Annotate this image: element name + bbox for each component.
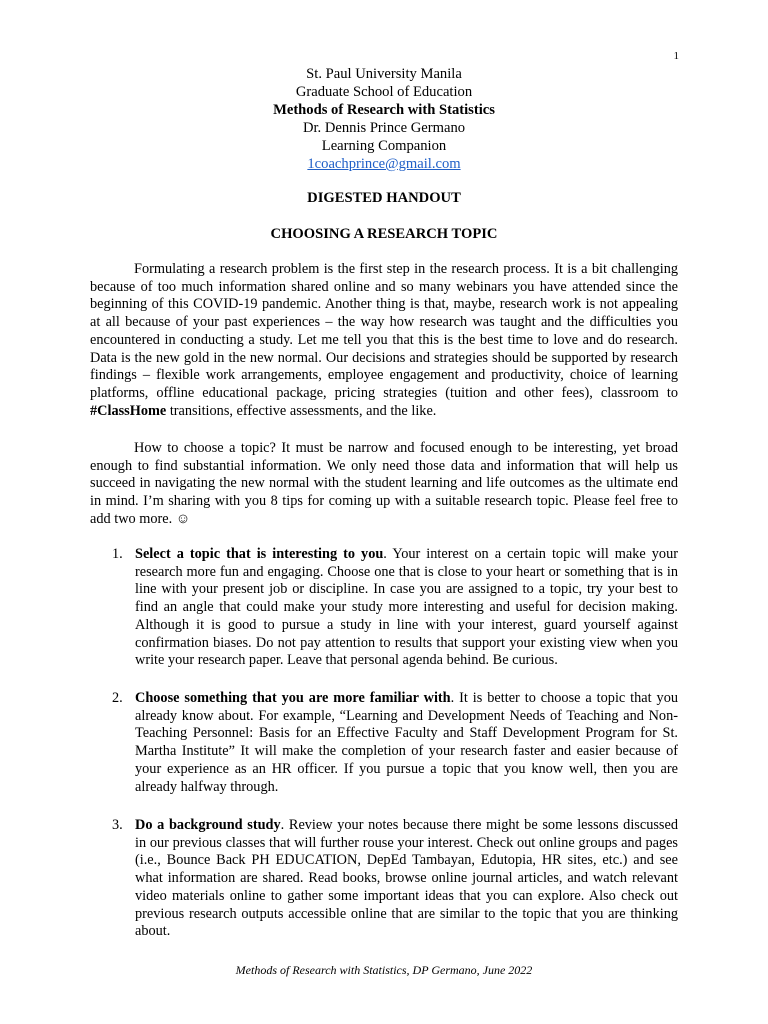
document-header — [0, 65, 768, 173]
intro-text-after: transitions, effective assessments, and the like. — [166, 402, 437, 419]
tip-body: . Your interest on a certain topic will make your research more fun and engaging. Choose one that is close to your heart or something that is in line with your present job or discipline. In case you are assigned to a topic, try your best to find an angle that could make your study more interesting and useful for decision making. Although it is good to pursue a study in line with your interest, guard yourself against confirmation biases. Do not pay attention to results that support your existing view when you write your research paper. Leave that personal agenda behind. Be curious. — [135, 546, 678, 669]
intro-text-before: Formulating a research problem is the first step in the research process. It is a bit challenging because of too much information shared online and so many webinars you have attended since the beginning of this COVID-19 pandemic. Another thing is that, maybe, research work is not appealing at all because of your past experiences – the way how research was taught and the difficulties you encountered in conducting a study. Let me tell you that this is the best time to love and do research. Data is the new gold in the new normal. Our decisions and strategies should be supported by research findings – flexible work arrangements, employee engagement and productivity, choice of learning platforms, offline educational package, pricing strategies (tuition and other fees), classroom to — [90, 261, 678, 401]
tip-heading: Do a background study — [135, 817, 281, 833]
doc-title: DIGESTED HANDOUT — [307, 190, 461, 206]
course-title: Methods of Research with Statistics — [273, 102, 495, 118]
instructor-role: Learning Companion — [321, 138, 447, 154]
tip-number: 1. — [112, 546, 123, 562]
tip-item — [90, 817, 678, 941]
tip-body: . It is better to choose a topic that you already know about. For example, “Learning and Development Needs of Teaching and Non-Teaching Personnel: Basis for an Effective Faculty and Staff Development Program for St. Martha Institute” It will make the completion of your research faster and easier because of your experience as an HR officer. If you pursue a topic that you know well, then you are already halfway through. — [135, 690, 678, 795]
tip-heading: Select a topic that is interesting to you — [135, 546, 384, 562]
intro-paragraph — [90, 261, 678, 420]
email-link[interactable]: 1coachprince@gmail.com — [307, 156, 461, 172]
tip-item — [90, 546, 678, 670]
classhome-hashtag: #ClassHome — [90, 402, 167, 419]
second-paragraph-text: How to choose a topic? It must be narrow and focused enough to be interesting, yet broad enough to find substantial information. We only need those data and information that will help us succeed in navigating the new normal with the student learning and life outcomes as the ultimate end in mind. I’m sharing with you 8 tips for coming up with a suitable research topic. Please feel free to add two more. ☺ — [90, 440, 678, 527]
tip-body: . Review your notes because there might be some lessons discussed in our previous classes that will further rouse your interest. Check out online groups and pages (i.e., Bounce Back PH EDUCATION, DepEd Tambayan, Edutopia, HR sites, etc.) and see what information are shared. Read books, browse online journal articles, and watch relevant video materials online to gather some important ideas that you can explore. Also check out previous research outputs accessible online that are similar to the topic that you are thinking about. — [135, 817, 678, 940]
page-number: 1 — [673, 50, 679, 62]
tip-number: 2. — [112, 690, 123, 706]
second-paragraph — [90, 440, 678, 529]
tip-item — [90, 690, 678, 796]
topic-title: CHOOSING A RESEARCH TOPIC — [270, 226, 498, 242]
university-name: St. Paul University Manila — [306, 66, 462, 82]
school-name: Graduate School of Education — [295, 84, 473, 100]
tip-heading: Choose something that you are more familiar with — [135, 690, 451, 706]
tip-number: 3. — [112, 817, 123, 833]
page-footer: Methods of Research with Statistics, DP Germano, June 2022 — [235, 963, 533, 977]
instructor-name: Dr. Dennis Prince Germano — [302, 120, 466, 136]
